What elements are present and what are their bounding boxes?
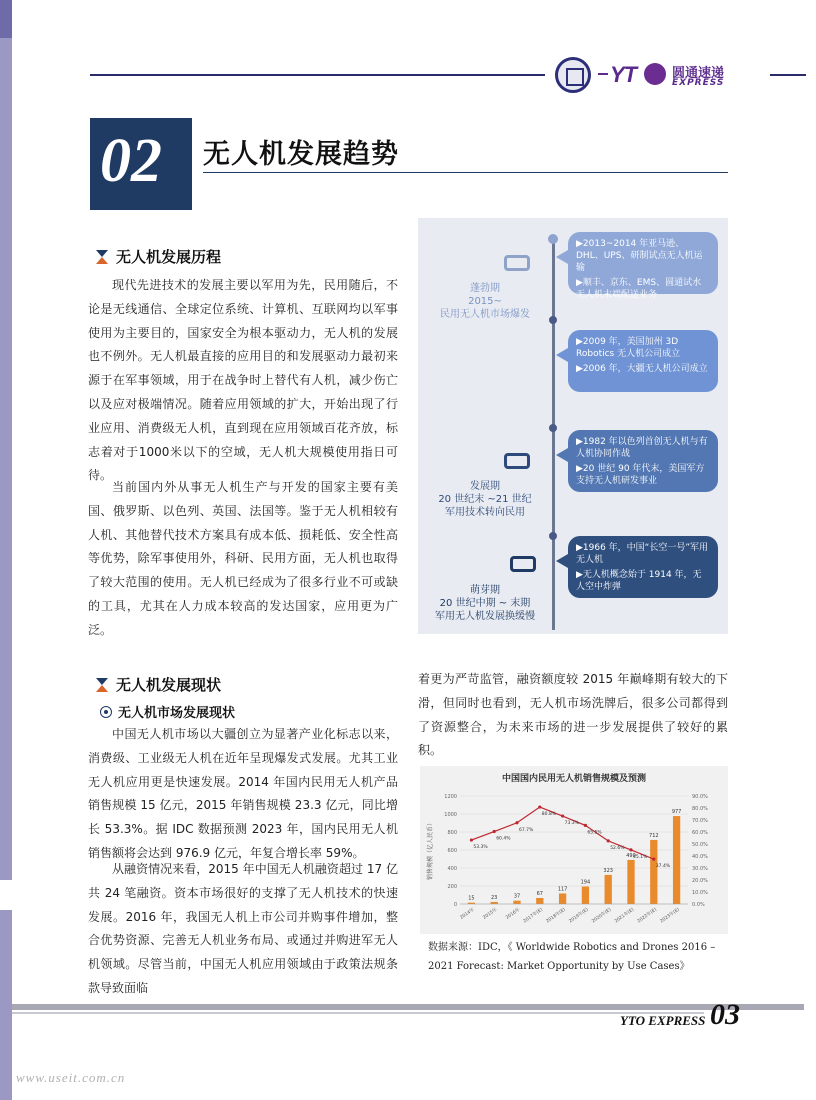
status-paragraph-2: 从融资情况来看，2015 年中国无人机融资超过 17 亿共 24 笔融资。资本市场很好的支撑了无人机技术的快速发展。2016 年，我国无人机上市公司并购事件增加，整合优势资源、完善无人机业务布局、或通过并购进军无人机领域。尽管当前，中国无人机应用领域由于政策法规条款导致面临 <box>88 862 398 995</box>
chart-xtick: 2018年(E) <box>545 907 567 925</box>
stage-emerge-desc: 军用无人机发展换缓慢 <box>435 611 535 622</box>
chart-growth-point <box>607 839 610 842</box>
chart-growth-label: 67.7% <box>519 827 534 833</box>
section-rule <box>203 172 728 173</box>
logo-en-text: EXPRESS <box>672 78 725 88</box>
market-subheading-text: 无人机市场发展现状 <box>118 706 236 721</box>
target-bullet-icon <box>100 706 112 718</box>
stage-emerge-name: 萌芽期 <box>470 585 500 596</box>
logo-dash <box>598 73 608 75</box>
chart-ytick-left: 0 <box>453 902 457 908</box>
chart-bar-label: 490 <box>626 852 636 859</box>
status-paragraph-1: 中国无人机市场以大疆创立为显著产业化标志以来，消费级、工业级无人机在近年呈现爆发式发展。尤其工业无人机应用更是快速发展。2014 年国内民用无人机产品销售规模 15 亿元，2015 年销售规模 23.3 亿元，同比增长 53.3%。据 IDC 数据预测 2023 年，国内民用无人机销售额将会达到 976.9 亿元，年复合增长率 59%。 <box>88 727 398 860</box>
heading-marker-icon <box>96 250 108 264</box>
footer-bar-thin <box>12 1012 704 1014</box>
chart-ytick-left: 1200 <box>444 794 457 800</box>
chart-growth-label: 45.1% <box>633 854 648 860</box>
timeline-bubble-1 <box>568 232 718 300</box>
chart-growth-point <box>538 805 541 808</box>
chart-ytick-left: 600 <box>447 848 457 854</box>
chart-xtick: 2020年(E) <box>591 907 613 925</box>
timeline-bubble-2 <box>568 330 718 392</box>
stage-growth-icon <box>504 453 530 469</box>
timeline-node <box>549 532 557 540</box>
chart-bar <box>673 816 680 904</box>
stage-boom-period: 2015~ <box>468 296 502 307</box>
chart-ytick-left: 400 <box>447 866 457 872</box>
chart-xtick: 2017年(E) <box>522 907 544 925</box>
chart-ytick-right: 10.0% <box>692 890 708 896</box>
status-paragraph-right: 着更为严苛监管，融资额度较 2015 年巅峰期有较大的下滑，但同时也看到，无人机市场洗牌后，很多公司都得到了资源整合，为未来市场的进一步发展提供了较好的累积。 <box>418 672 728 758</box>
chart-growth-point <box>515 821 518 824</box>
chart-ytick-left: 800 <box>447 830 457 836</box>
stage-emerge-label <box>410 584 560 623</box>
chart-xtick: 2015年 <box>482 907 499 921</box>
university-seal-icon <box>555 57 591 93</box>
stage-growth-desc: 军用技术转向民用 <box>445 507 525 518</box>
status-heading-text: 无人机发展现状 <box>116 676 222 694</box>
chart-bar-label: 67 <box>536 890 543 897</box>
chart-xtick: 2022年(E) <box>636 907 658 925</box>
stage-boom-name: 蓬勃期 <box>470 283 500 294</box>
header-rule-right <box>770 74 806 76</box>
bubble-4-line-1: ▶1966 年，中国“长空一号”军用无人机 <box>576 543 709 565</box>
chart-xtick: 2014年 <box>459 907 476 921</box>
sales-chart <box>420 766 728 934</box>
chart-bar <box>559 893 566 904</box>
history-paragraph-1: 现代先进技术的发展主要以军用为先，民用随后，不论是无线通信、全球定位系统、计算机、互联网均以军事使用为主要目的，国家安全为根本驱动力，无人机的发展也不例外。无人机最直接的应用目的和发展驱动力最初来源于在军事领域，用于在战争时上替代有人机，减少伤亡以及应对极端情况。随着应用领域的扩大，开始出现了行业应用、消费级无人机，直到现在应用领域百花齐放，标志着对于1000米以下的空域，无人机大规模使用指日可待。 <box>88 278 398 483</box>
chart-ytick-right: 80.0% <box>692 806 708 812</box>
chart-bar <box>491 902 498 904</box>
chart-ylabel: 销售规模（亿人民币） <box>427 819 434 881</box>
chart-growth-point <box>629 848 632 851</box>
history-paragraph-2: 当前国内外从事无人机生产与开发的国家主要有美国、俄罗斯、以色列、英国、法国等。鉴于无人机相较有人机、其他替代技术方案具有成本低、损耗低、安全性高等优势，除军事使用外，科研、民用方面，无人机也取得了较大范围的使用。无人机已经成为了很多行业不可或缺的工具，尤其在人力成本较高的发达国家，应用更为广泛。 <box>88 480 398 637</box>
chart-growth-label: 37.4% <box>655 864 671 870</box>
chart-ytick-left: 200 <box>447 884 457 890</box>
chart-ytick-right: 50.0% <box>692 842 708 848</box>
sales-chart-svg <box>420 766 728 934</box>
footer-bar <box>12 1004 804 1010</box>
bubble-1-line-1: ▶2013~2014 年亚马逊、DHL、UPS、研制试点无人机运输 <box>576 239 703 273</box>
chart-xtick: 2023年(E) <box>659 907 681 925</box>
chart-ytick-right: 30.0% <box>692 866 708 872</box>
timeline-top-dot <box>548 234 558 244</box>
chart-bar <box>650 840 657 904</box>
history-heading <box>96 246 221 267</box>
chart-ytick-right: 20.0% <box>692 878 708 884</box>
chart-growth-label: 52.6% <box>610 845 625 851</box>
chart-bar <box>513 901 520 904</box>
bubble-1-line-2: ▶顺丰、京东、EMS、圆通试水无人机末端配送业务 <box>576 278 702 300</box>
stage-boom-desc: 民用无人机市场爆发 <box>440 309 530 320</box>
yto-logo <box>598 60 768 92</box>
logo-mark: YT <box>610 62 637 87</box>
chart-growth-label: 53.3% <box>473 845 488 851</box>
section-title: 无人机发展趋势 <box>203 139 399 170</box>
status-heading <box>96 674 221 695</box>
stage-boom-icon <box>504 255 530 271</box>
left-accent-top <box>0 0 12 38</box>
chart-bar-label: 15 <box>468 895 475 902</box>
watermark: www.useit.com.cn <box>16 1070 126 1085</box>
chart-growth-point <box>584 824 587 827</box>
chart-growth-point <box>561 814 564 817</box>
left-accent-bar <box>0 0 12 1100</box>
chart-xtick: 2016年 <box>505 907 522 921</box>
chart-growth-label: 60.4% <box>496 836 511 842</box>
chart-bar-label: 37 <box>513 893 521 900</box>
bubble-2-line-1: ▶2009 年，美国加州 3D Robotics 无人机公司成立 <box>576 337 681 359</box>
stage-growth-label <box>410 480 560 519</box>
chart-bar-label: 117 <box>557 886 568 893</box>
bubble-3-line-1: ▶1982 年以色列首创无人机与有人机协同作战 <box>576 437 708 459</box>
timeline-node <box>549 424 557 432</box>
chart-growth-point <box>652 858 655 861</box>
stage-emerge-icon <box>510 556 536 572</box>
chart-bar-label: 323 <box>603 867 613 874</box>
chart-growth-label: 73.3% <box>564 821 579 827</box>
chart-xtick: 2019年(E) <box>568 907 590 925</box>
timeline-bubble-4 <box>568 536 718 598</box>
stage-growth-period: 20 世纪末 ~21 世纪 <box>438 494 532 505</box>
chart-ytick-right: 70.0% <box>692 818 708 824</box>
bubble-2-line-2: ▶2006 年，大疆无人机公司成立 <box>576 364 708 374</box>
stage-boom-label <box>410 282 560 321</box>
chart-ytick-right: 0.0% <box>692 902 705 908</box>
chart-bar <box>605 875 612 904</box>
chart-growth-label: 65.5% <box>587 830 602 836</box>
heading-marker-icon <box>96 678 108 692</box>
history-heading-text: 无人机发展历程 <box>116 248 222 266</box>
chart-ytick-right: 60.0% <box>692 830 708 836</box>
chart-bar-label: 23 <box>491 894 498 901</box>
chart-bar <box>582 887 589 904</box>
left-accent-notch <box>0 880 12 910</box>
stage-emerge-period: 20 世纪中期 ~ 末期 <box>439 598 531 609</box>
bubble-3-line-2: ▶20 世纪 90 年代末，美国军方支持无人机研发事业 <box>576 464 705 486</box>
timeline-bubble-3 <box>568 430 718 492</box>
header-rule <box>90 74 545 76</box>
chart-bar-label: 977 <box>671 809 682 816</box>
market-subheading <box>100 702 235 721</box>
logo-circle-icon <box>644 63 666 85</box>
chart-bar <box>627 860 634 904</box>
page-number: 03 <box>710 998 740 1031</box>
section-number: 02 <box>100 127 162 195</box>
chart-growth-label: 80.8% <box>541 812 557 818</box>
chart-bar-label: 712 <box>649 832 659 839</box>
stage-growth-name: 发展期 <box>470 481 500 492</box>
logo-cn-text: 圆通速递 <box>672 66 725 81</box>
chart-ytick-right: 40.0% <box>692 854 708 860</box>
chart-caption: 数据来源：IDC，《 Worldwide Robotics and Drones 2016 – 2021 Forecast: Market Opportunity by Use Cases》 <box>428 942 716 972</box>
chart-xtick: 2021年(E) <box>614 907 636 925</box>
chart-growth-point <box>493 830 496 833</box>
chart-bar-label: 194 <box>580 879 591 886</box>
chart-bar <box>536 898 543 904</box>
chart-title: 中国国内民用无人机销售规模及预测 <box>501 774 647 784</box>
bubble-4-line-2: ▶无人机概念始于 1914 年，无人空中炸弹 <box>576 570 702 592</box>
chart-growth-point <box>470 838 473 841</box>
chart-ytick-left: 1000 <box>444 812 457 818</box>
footer-brand: YTO EXPRESS <box>620 1013 706 1028</box>
chart-ytick-right: 90.0% <box>692 794 708 800</box>
